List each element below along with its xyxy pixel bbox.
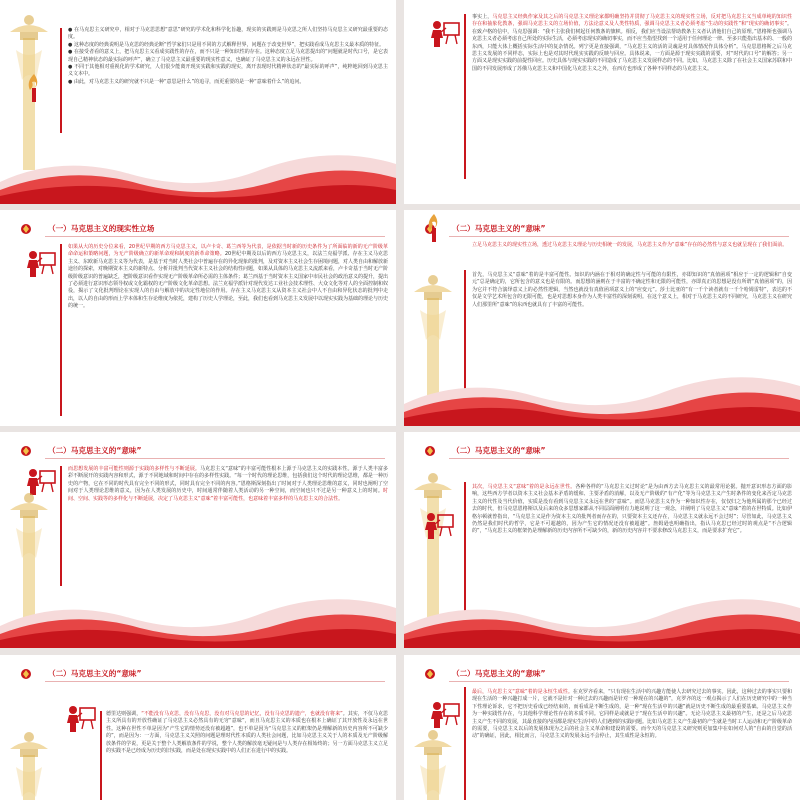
divider (45, 681, 385, 682)
bullet-item: ● 这种态度的经典说明是马克思的经典论断“哲学家们只是用不同的方式解释世界，问题在于改变世界”，把实践看成马克思主义最本质的特征。 (68, 41, 385, 48)
red-flag-decoration (404, 578, 800, 648)
accent-line (60, 244, 62, 416)
slide-6 (404, 432, 800, 648)
paragraph: 如果从大的历史分位来看，20世纪早期的西方马克思主义，以卢卡奇、葛兰西等为代表，是依据当时新的历史条件为了所面临的新的无产阶级革命命运和策略问题，为无产阶级确立的新革命观和制度的新革命策略。20世纪中期及以后的西方马克思主义，以法兰克福学派、存在主义马克思主义、东欧新马克思主义等为代表，是基于对当时人类社会中普遍存在的异化现象的批判，及对资本主义社会生存困境问题，对人类自由和解放新途径的探索，对晚期资本主义的新特点、分析并批判当代资本主义社会的结构性问题，如果从具体的马克思主义流派来看，卢卡奇基于当时无产阶级阶级意识的普遍缺乏，把阶级意识看作实现无产阶级革命所必需的主体条件；葛兰西基于当时资本主义国家中市民社会的政治意义的提升，提出了必须进行意识形态领导权或文化霸权的无产阶级文化革命思想。法兰克福学派针对现代发达工业社会技术理性、大众文化等对人的全面控制和奴役，揭示了文化批判理论在实现人的自由与解放中的决定性地位的作用。存在主义马克思主义从资本主义社会中人不自由和异化状态的批判中走出，以人的自由的形而上学本体和生存论维度为依托，建构了历史人学理论，至此，我们也看到马克思主义发展中以现实实践为基础的理论与历史的统一。 (68, 244, 389, 310)
intro-paragraph: 立足马克思主义的现实性立场，透过马克思主义理论与历史相统一的发展，马克思主义作为“意味”存在的必然性与意义也就呈现在了我们面前。 (472, 242, 788, 248)
red-flag-decoration (0, 134, 396, 204)
section-marker-icon (20, 223, 32, 235)
accent-line (464, 14, 466, 179)
teacher-icon (66, 703, 96, 733)
slide-5 (0, 432, 396, 648)
red-flag-decoration (0, 578, 396, 648)
bullet-item: ● 不同于其他相对重视化的学术研究，人们很少能离开现实实践和实践的现实，离开表现时代精神状态的“最实际的呼声”，纯粹地回到马克思主义文本中。 (68, 64, 388, 78)
slide-2 (404, 0, 800, 204)
torch-icon (426, 212, 442, 242)
section-title: （二）马克思主义的“意味” (452, 446, 546, 455)
section-header (0, 220, 300, 238)
divider (449, 236, 789, 237)
slide-1 (0, 0, 396, 204)
section-header (404, 442, 704, 460)
accent-line (60, 466, 62, 586)
slide-3 (0, 210, 396, 426)
accent-line (100, 711, 102, 800)
divider (45, 236, 385, 237)
torch-icon (26, 72, 42, 102)
section-header (404, 665, 704, 683)
slide-8 (404, 655, 800, 800)
section-header (0, 665, 300, 683)
section-marker-icon (424, 668, 436, 680)
section-marker-icon (424, 445, 436, 457)
bullet-item: ● 在接受者看的意义上，把马克思主义看成实践性的存在，而不只是一种知识性的存在。这种态度立足马克思提出的“问题就是时代口号，是它表现自己精神状态的最实际的呼声”，确立了马克思主义最重要的现实性意义，也确证了马克思主义的永远在世性。 (68, 49, 388, 63)
section-header (0, 442, 300, 460)
section-title: （一）马克思主义的现实性立场 (48, 224, 155, 233)
section-title: （二）马克思主义的“意味” (452, 224, 546, 233)
bullet-item: ● 在马克思主义研究中，相对于马克思思想“意思”研究的学术化和科学化旨趣，现实的实践则是马克思之所人们坚持马克思主义研究最重要的态度。 (68, 27, 388, 41)
slide-7 (0, 655, 396, 800)
red-flag-decoration (404, 356, 800, 426)
section-marker-icon (20, 445, 32, 457)
teacher-icon (26, 248, 56, 278)
section-title: （二）马克思主义的“意味” (48, 446, 142, 455)
paragraph: 德里达则强调，“不能没有马克思，没有马克思，没有对马克思的记忆，没有马克思的遗产，也就没有将来”。其实，不仅马克思主义所具有的开放性确证了马克思主义必然具有的无穷“意味”，而且马克思主义的本质也在根本上确证了其开放性及永远在世性。这种在世性不单是因为“产生它的情势还没有被超越”，也不单是因为“马克思主义的框架仍是理解新的历史内容所不可缺少的”，而是因为：一方面，马克思主义关照的问题是理时代性本质的人类社会问题，比如马克思主义关于人的本质及无产阶级解放条件的学说，更是关于整个人类解放条件的学说，整个人类的解放毫无疑问是与人类存在相始终的；另一方面马克思主义立足的实践不是已经成为历史的旧实践，而是处在现实实践中的人们正在进行中的实践。 (106, 711, 388, 755)
huabiao-pillar-icon (410, 725, 456, 800)
paragraph: 最后，马克思主义“意味”着的是永恒生成性。在克罗齐看来，“只有现在生活中的兴趣方能使人去研究过去的事实。因此，这种过去的事实只要和现在生活的一种兴趣打成一片，它就不是针对一种过去的兴趣而是针对一种现在的兴趣的”，克罗齐的这一观点揭示了人们在历史研究中的一种当下性理论诉求，它不把历史看成已经结束的，而看成是不断生成的，是一种“现在生活中的兴趣”就是历史不断生成的最重要基础。马克思主义作为一种实践性存在，与其他科学理论性存在的本质不同。它同样是或就是于“现在生活中的兴趣”。无论马克思主义最初的产生，还是之后马克思主义产生不同的发展，其最直接的内因都是现实生活中的人们遇到的实践问题。比如马克思主义产生最初的产生就是当时工人运动和无产阶级革命的需要，马克思主义以后的发展体现为之后的社会主义革命和建设的需要。而今天的马克思主义研究则更加集中在如何对人的“自由的自觉的活动”的确证，因此，相比而言，马克思主义的发展永远不会停止，其生成性是永恒的。 (472, 689, 793, 740)
section-header (404, 220, 704, 238)
huabiao-pillar-icon (6, 727, 52, 800)
paragraph: 其次，马克思主义“意味”着的是永远在世性。各种各样的“马克思主义过时论”是为由西方去马克思主义的最常用论据。抛开意识形态方面的影响，这些西方学者以资本主义社会基本矛盾的缓和、主要矛盾的消解，以及无产阶级的“有产化”等为马克思主义产生时条件的变化来否定马克思主义的代性及当代价值，实质是没有看到马克思主义永远在世的“意味”。而思马克思主义作为一种知识性存在，仅仅归之为他所属的那个已经过去的时代，但马克思恩格斯以及后来的众多思想家都从不同层面阐明有力地说明了这一观念，并阐明了马克思主义“意味”着的在世特质。比如伊格尔顿就曾指出，“马克思主义是作为资本主义的批判者而存在的，只要资本主义还存在，马克思主义就永远不会过时”；尽管如此，马克思主义仍然是我们时代的哲学，它是不可超越的，因为产生它的情况还没有被超越”。詹姆逊也明确指出，指认马克思已经过时的观点是“不合逻辑的”，“马克思主义的框架仍是理解新的历史内容所不可缺少的，新的历史内容并不要求修改马克思主义，而是要求扩充它”。 (472, 484, 793, 535)
bullet-item: ● 由此，对马克思主义的研究就不只是一种“意思是什么”的追寻，而更重要的是一种“意味着什么”的追问。 (68, 78, 305, 85)
section-title: （二）马克思主义的“意味” (48, 669, 142, 678)
divider (45, 458, 385, 459)
section-title: （二）马克思主义的“意味” (452, 669, 546, 678)
teacher-icon (424, 510, 454, 540)
slide-4 (404, 210, 800, 426)
divider (449, 681, 789, 682)
paragraph: 首先，马克思主义“意味”着的是丰富可能性。知识的内涵在于相对的确定性与可能的有限性，亦即知识的“真值函项”相应于一定的逻辑和“自变元”总是确定的，它所包含的意义也是有限的。而思想的涵则在于丰富的不确定性和无限的可能性，亦即真正的思想是没有所谓“真值函项”的，因为它并不符合演绎意义上的必然性逻辑，当然也就没有真值函项意义上的“应变元”。莎士比亚的“有一千个读者就有一千个哈姆雷特”，表达的不仅是文学艺术所包含的无限可能，也是对思想本身作为人类丰富性的深刻说明。在这个意义上，相对于马克思主义的不同研究，马克思主义在研究人们那里所“意味”的东西也就具有了丰富的可能性。 (472, 272, 793, 308)
section-marker-icon (20, 668, 32, 680)
teacher-icon (430, 18, 460, 48)
bullet-list (68, 27, 388, 86)
accent-line (60, 28, 62, 133)
paragraph: 事实上，马克思主义经典作家及其之后的马克思主义理论家都明确坚持并贯彻了马克思主义的现实性立场，反对把马克思主义当成单纯的知识性存在和抽象化教条，强调马克思主义的立场价值，方法论意义及人类性特质，强调马克思主义者必须考虑“生动的实践性”和“现实的确切事实”。在致卢格的信中，马克思强调：“我不主张我们树起任何教条的旗帜。相反，我们应当设法帮助教条主义者认清他们自己的原理。”恩格斯也强调马克思主义者必须考虑自己所处的实际生活，必须考虑现实的确切事实，而不应当指望找到一个适用于任何理论一律、至多只能指出基本的、一般的东西，只能大体上概括实际生活中的复杂情况。列宁更是直接强调，“马克思主义的活的灵魂是对具体情况作具体分析”。马克思恩格斯之后马克思主义发展的不同样态，实际上也是对其时代现实实践的反映与回应。具体说来，一方面是源于现实实践的需要，对“时代的口号”的解答；另一方面又是现实实践的前提性回应。历史具体与现实实践的不同造成了马克思主义发展样态的不同。比如，马克思主义除了在社会主义国家苏联和中国的不同发展形成了苏俄马克思主义和中国化马克思主义之外，在西方也形成了各种不同样态的马克思主义。 (472, 14, 793, 72)
divider (449, 458, 789, 459)
accent-line (464, 687, 466, 800)
paragraph: 而思想发展的丰富可能性则源于实践的多样性与不断延展。马克思主义“意味”的丰富可能性根本上源于马克思主义的实践本性。源于人类丰富多彩不断展开的实践内容和形式，源于不同地域和时间中存在的多样性实践。“每一个时代的理论思维，包括我们这个时代的理论思维，都是一种历史的产物，它在不同的时代具有完全不同的形式，同时具有完全不同的内容。”恩格斯深刻指出了时间对于人类理论思维的意义，同时也阐明了空间对于人类理论思维的意义，因为在人类发展的历史中，时间通常伴随着人类活动的另一种空间，而空间也只不过是另一种意义上的时间。时间、空间、实践等的多样化与不断延展，决定了马克思主义“意味”着丰富可能性，也意味着丰富多样的马克思主义的合法性。 (68, 466, 388, 502)
